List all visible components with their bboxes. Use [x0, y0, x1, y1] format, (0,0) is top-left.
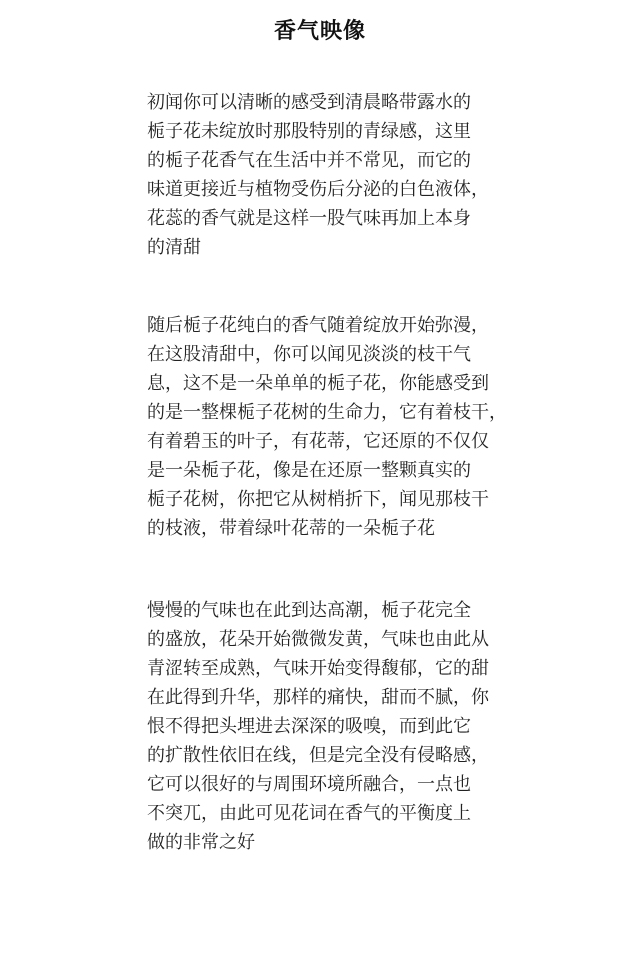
- text-line: 的盛放，花朵开始微微发黄，气味也由此从: [147, 629, 489, 650]
- paragraph-base-note: [147, 596, 507, 857]
- article-title: 香气映像: [273, 18, 366, 44]
- text-line: 恨不得把头埋进去深深的吸嗅，而到此它: [147, 716, 471, 737]
- text-line: 是一朵栀子花，像是在还原一整颗真实的: [147, 460, 471, 481]
- text-line: 的枝液，带着绿叶花蒂的一朵栀子花: [147, 518, 435, 539]
- text-line: 息，这不是一朵单单的栀子花，你能感受到: [147, 373, 489, 394]
- text-line: 的是一整棵栀子花树的生命力，它有着枝干，: [147, 402, 507, 423]
- text-line: 的清甜: [147, 237, 201, 258]
- paragraph-top-note: [147, 88, 507, 262]
- text-line: 味道更接近与植物受伤后分泌的白色液体，: [147, 179, 489, 200]
- text-line: 慢慢的气味也在此到达高潮，栀子花完全: [147, 600, 471, 621]
- text-line: 初闻你可以清晰的感受到清晨略带露水的: [147, 92, 471, 113]
- text-line: 它可以很好的与周围环境所融合，一点也: [147, 774, 471, 795]
- text-line: 栀子花未绽放时那股特别的青绿感，这里: [147, 121, 471, 142]
- text-line: 做的非常之好: [147, 832, 255, 853]
- text-line: 青涩转至成熟，气味开始变得馥郁，它的甜: [147, 658, 489, 679]
- text-line: 的扩散性依旧在线，但是完全没有侵略感，: [147, 745, 489, 766]
- text-line: 栀子花树，你把它从树梢折下，闻见那枝干: [147, 489, 489, 510]
- text-line: 花蕊的香气就是这样一股气味再加上本身: [147, 208, 471, 229]
- text-line: 不突兀，由此可见花词在香气的平衡度上: [147, 803, 471, 824]
- text-line: 有着碧玉的叶子，有花蒂，它还原的不仅仅: [147, 431, 489, 452]
- text-line: 在此得到升华，那样的痛快，甜而不腻，你: [147, 687, 489, 708]
- text-line: 在这股清甜中，你可以闻见淡淡的枝干气: [147, 344, 471, 365]
- text-line: 的栀子花香气在生活中并不常见，而它的: [147, 150, 471, 171]
- paragraph-heart-note: [147, 311, 507, 543]
- text-line: 随后栀子花纯白的香气随着绽放开始弥漫，: [147, 315, 489, 336]
